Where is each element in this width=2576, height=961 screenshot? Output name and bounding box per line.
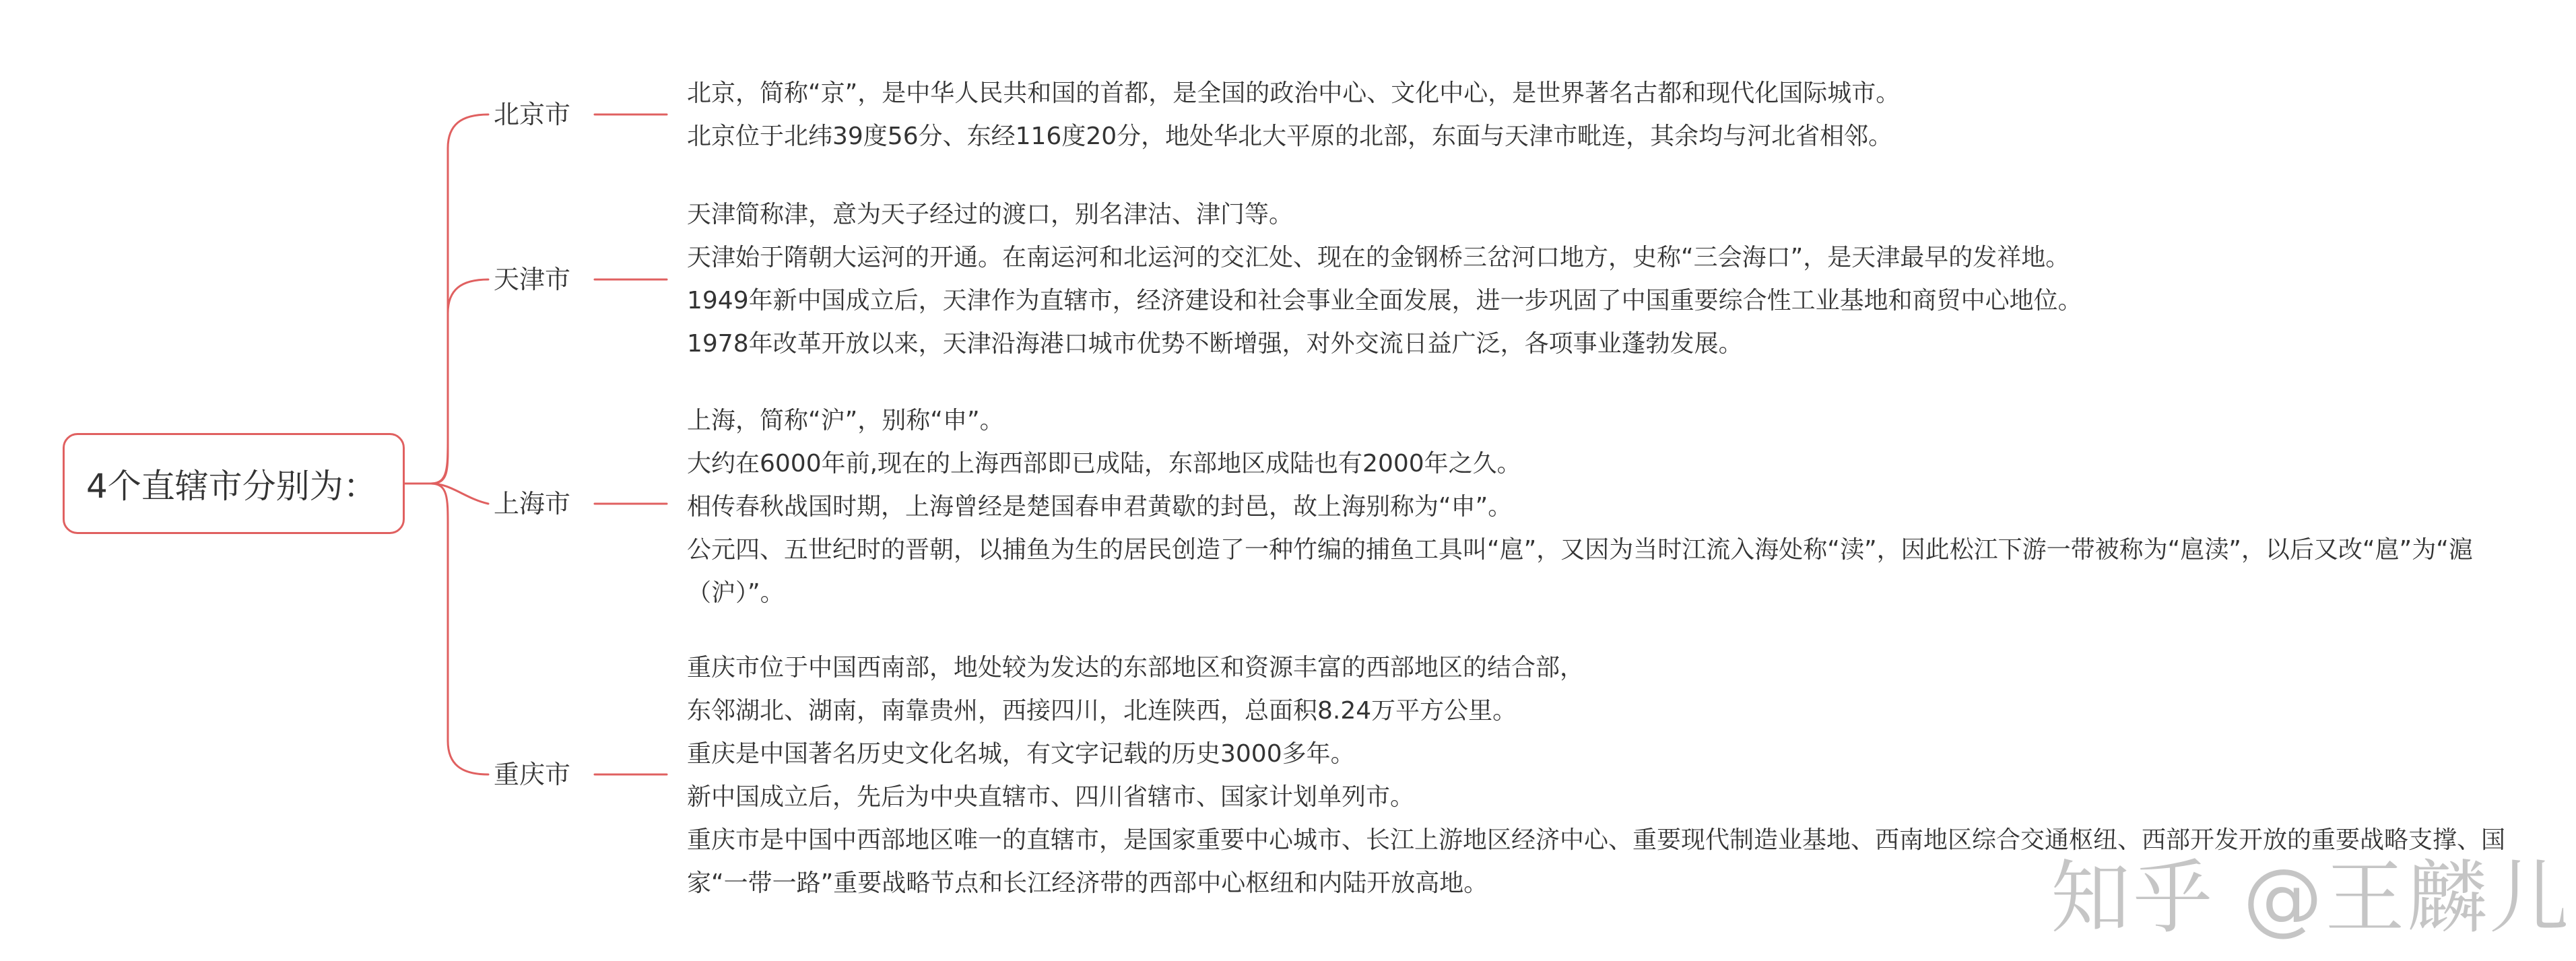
text-line: 天津始于隋朝大运河的开通。在南运河和北运河的交汇处、现在的金钢桥三岔河口地方，史称“三会海口”，是天津最早的发祥地。 (687, 244, 2070, 271)
connector-root-to-beijing (405, 114, 488, 484)
text-line: 北京，简称“京”，是中华人民共和国的首都，是全国的政治中心、文化中心，是世界著名古都和现代化国际城市。 (687, 79, 1901, 107)
branch-content-beijing (687, 72, 2546, 158)
text-line: 1949年新中国成立后，天津作为直辖市，经济建设和社会事业全面发展，进一步巩固了中国重要综合性工业基地和商贸中心地位。 (687, 287, 2082, 314)
branch-node-tianjin[interactable] (494, 267, 570, 292)
text-line: 重庆市位于中国西南部，地处较为发达的东部地区和资源丰富的西部地区的结合部， (687, 654, 1585, 682)
branch-label-shanghai: 上海市 (494, 489, 571, 519)
branch-label-chongqing: 重庆市 (494, 760, 571, 789)
root-node[interactable] (63, 433, 405, 534)
branch-node-chongqing[interactable] (494, 762, 570, 787)
connector-root-to-chongqing (431, 484, 488, 774)
text-line: 1978年改革开放以来，天津沿海港口城市优势不断增强，对外交流日益广泛，各项事业蓬勃发展。 (687, 330, 1743, 358)
branch-content-tianjin (687, 193, 2546, 366)
text-line: 重庆市是中国中西部地区唯一的直辖市，是国家重要中心城市、长江上游地区经济中心、重要现代制造业基地、西南地区综合交通枢纽、西部开发开放的重要战略支撑、国家“一带一路”重要战略节点和长江经济带的西部中心枢纽和内陆开放高地。 (687, 826, 2506, 897)
text-line: 公元四、五世纪时的晋朝，以捕鱼为生的居民创造了一种竹编的捕鱼工具叫“扈”，又因为当时江流入海处称“渎”，因此松江下游一带被称为“扈渎”，以后又改“扈”为“滬（沪）”。 (687, 536, 2473, 607)
connector-root-to-tianjin (431, 279, 488, 484)
text-line: 重庆是中国著名历史文化名城，有文字记载的历史3000多年。 (687, 740, 1355, 768)
text-line: 东邻湖北、湖南，南靠贵州，西接四川，北连陕西，总面积8.24万平方公里。 (687, 697, 1517, 725)
text-line: 相传春秋战国时期，上海曾经是楚国春申君黄歇的封邑，故上海别称为“申”。 (687, 493, 1513, 521)
text-line: 大约在6000年前,现在的上海西部即已成陆，东部地区成陆也有2000年之久。 (687, 450, 1521, 477)
watermark: 知乎 @王麟儿 (2051, 851, 2572, 944)
text-line: 上海，简称“沪”，别称“申”。 (687, 407, 1004, 434)
branch-node-shanghai[interactable] (494, 491, 570, 517)
root-node-label: 4个直辖市分别为： (86, 467, 377, 506)
branch-label-tianjin: 天津市 (494, 265, 571, 294)
text-line: 北京位于北纬39度56分、东经116度20分，地处华北大平原的北部，东面与天津市毗连，其余均与河北省相邻。 (687, 123, 1893, 150)
branch-node-beijing[interactable] (494, 102, 570, 127)
text-line: 新中国成立后，先后为中央直辖市、四川省辖市、国家计划单列市。 (687, 783, 1415, 811)
text-line: 天津简称津，意为天子经过的渡口，别名津沽、津门等。 (687, 201, 1294, 228)
branch-label-beijing: 北京市 (494, 100, 571, 129)
branch-content-shanghai (687, 399, 2546, 615)
